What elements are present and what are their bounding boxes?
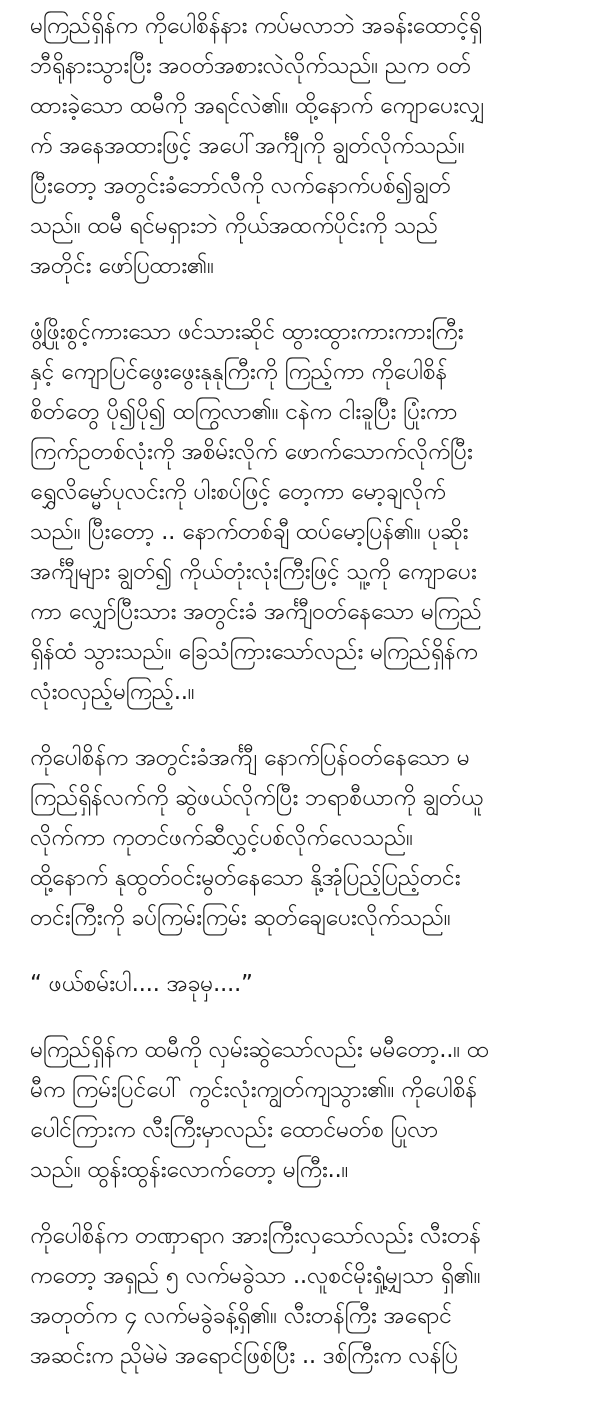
text-line: အတုတ်က ၄ လက်မခွဲခန့်ရှိ၏။ လီးတန်ကြီး အရောင် [30, 1303, 452, 1329]
text-line: အဆင်းက ညိုမဲမဲ အရောင်ဖြစ်ပြီး .. ဒစ်ကြီးက လန်ပြဲ [30, 1343, 458, 1369]
text-line: ကြည်ရှိန်လက်ကို ဆွဲဖယ်လိုက်ပြီး ဘရာစီယာကို ချွတ်ယူ [30, 785, 483, 811]
paragraph-2 [30, 312, 602, 712]
text-line: တင်းကြီးကို ခပ်ကြမ်းကြမ်း ဆုတ်ချေပေးလိုက်သည်။ [30, 905, 451, 931]
text-line: ရှိန်ထံ သွားသည်။ ခြေသံကြားသော်လည်း မကြည်ရှိန်က [30, 639, 478, 665]
text-line: နှင့် ကျောပြင်ဖွေးဖွေးနုနုကြီးကို ကြည့်ကာ ကိုပေါစိန် [30, 359, 448, 385]
text-line: အတိုင်း ဖော်ပြထား၏။ [30, 253, 214, 279]
paragraph-5 [30, 1030, 602, 1190]
text-line: က် အနေအထားဖြင့် အပေါ်အင်္ကျီကို ချွတ်လိုက်သည်။ [30, 133, 465, 159]
text-line: ကတော့ အရှည် ၅ လက်မခွဲသာ ..လူစင်မိုးရှုံ့မျှသာ ရှိ၏။ [30, 1263, 481, 1289]
text-line: ကိုပေါစိန်က အတွင်းခံအင်္ကျီ နောက်ပြန်ဝတ်နေသော မ [30, 745, 470, 771]
text-line: သည်။ ထမီ ရင်မရှားဘဲ ကိုယ်အထက်ပိုင်းကို သည် [30, 213, 438, 239]
text-line: သည်။ ပြီးတော့ .. နောက်တစ်ချီ ထပ်မော့ပြန်၏။ ပုဆိုး [30, 519, 469, 545]
text-line: ကိုပေါစိန်က တဏှာရာဂ အားကြီးလှသော်လည်း လီးတန် [30, 1223, 481, 1249]
text-line: ရွှေလိမ္မော်ပုလင်းကို ပါးစပ်ဖြင့် တေ့ကာ မော့ချလိုက် [30, 479, 446, 505]
text-line: မကြည်ရှိန်က ထမီကို လှမ်းဆွဲသော်လည်း မမီတော့..။ ထ [30, 1037, 489, 1063]
text-line: မီက ကြမ်းပြင်ပေါ် ကွင်းလုံးကျွတ်ကျသွား၏။ ကိုပေါစိန် [30, 1077, 477, 1103]
text-line: ထို့နောက် နုထွတ်ဝင်းမွတ်နေသော နို့အုံပြည့်ပြည့်တင်း [30, 865, 461, 891]
text-line: ကာ လျှော်ပြီးသား အတွင်းခံ အင်္ကျီဝတ်နေသော မကြည် [30, 599, 482, 625]
text-line: လိုက်ကာ ကုတင်ဖက်ဆီလွှင့်ပစ်လိုက်လေသည်။ [30, 825, 413, 851]
text-line: မကြည်ရှိန်က ကိုပေါစိန်နား ကပ်မလာဘဲ အခန်းထောင့်ရှိ [30, 13, 482, 39]
paragraph-6 [30, 1216, 602, 1376]
text-line: ဖွံ့ဖြိုးစွင့်ကားသော ဖင်သားဆိုင် ထွားထွားကားကားကြီး [30, 319, 464, 345]
text-line: လုံးဝလှည့်မကြည့်..။ [30, 679, 195, 705]
text-line: ပြီးတော့ အတွင်းခံဘော်လီကို လက်နောက်ပစ်၍ချွတ် [30, 173, 451, 199]
text-line: သည်။ ထွန်းထွန်းလောက်တော့ မကြီး..။ [30, 1157, 349, 1183]
text-line: စိတ်တွေ ပို၍ပို၍ ထကြွလာ၏။ ငနဲက ငါးခူပြီး ပြုံးကာ [30, 399, 458, 425]
paragraph-4-dialogue [30, 964, 602, 1004]
text-line: အင်္ကျီများ ချွတ်၍ ကိုယ်တုံးလုံးကြီးဖြင့် သူ့ကို ကျောပေး [30, 559, 477, 585]
text-line: ထားခဲ့သော ထမီကို အရင်လဲ၏။ ထို့နောက် ကျောပေးလျှ [30, 93, 485, 119]
story-text [30, 6, 602, 1402]
paragraph-3 [30, 738, 602, 938]
paragraph-1 [30, 6, 602, 286]
dialogue-line: “ ဖယ်စမ်းပါ.... အခုမှ....” [30, 971, 253, 997]
text-line: ပေါင်ကြားက လီးကြီးမှာလည်း ထောင်မတ်စ ပြုလာ [30, 1117, 438, 1143]
text-line: ဘီရိုနားသွားပြီး အဝတ်အစားလဲလိုက်သည်။ ညက ဝတ် [30, 53, 471, 79]
text-line: ကြက်ဥတစ်လုံးကို အစိမ်းလိုက် ဖောက်သောက်လိုက်ပြီး [30, 439, 473, 465]
